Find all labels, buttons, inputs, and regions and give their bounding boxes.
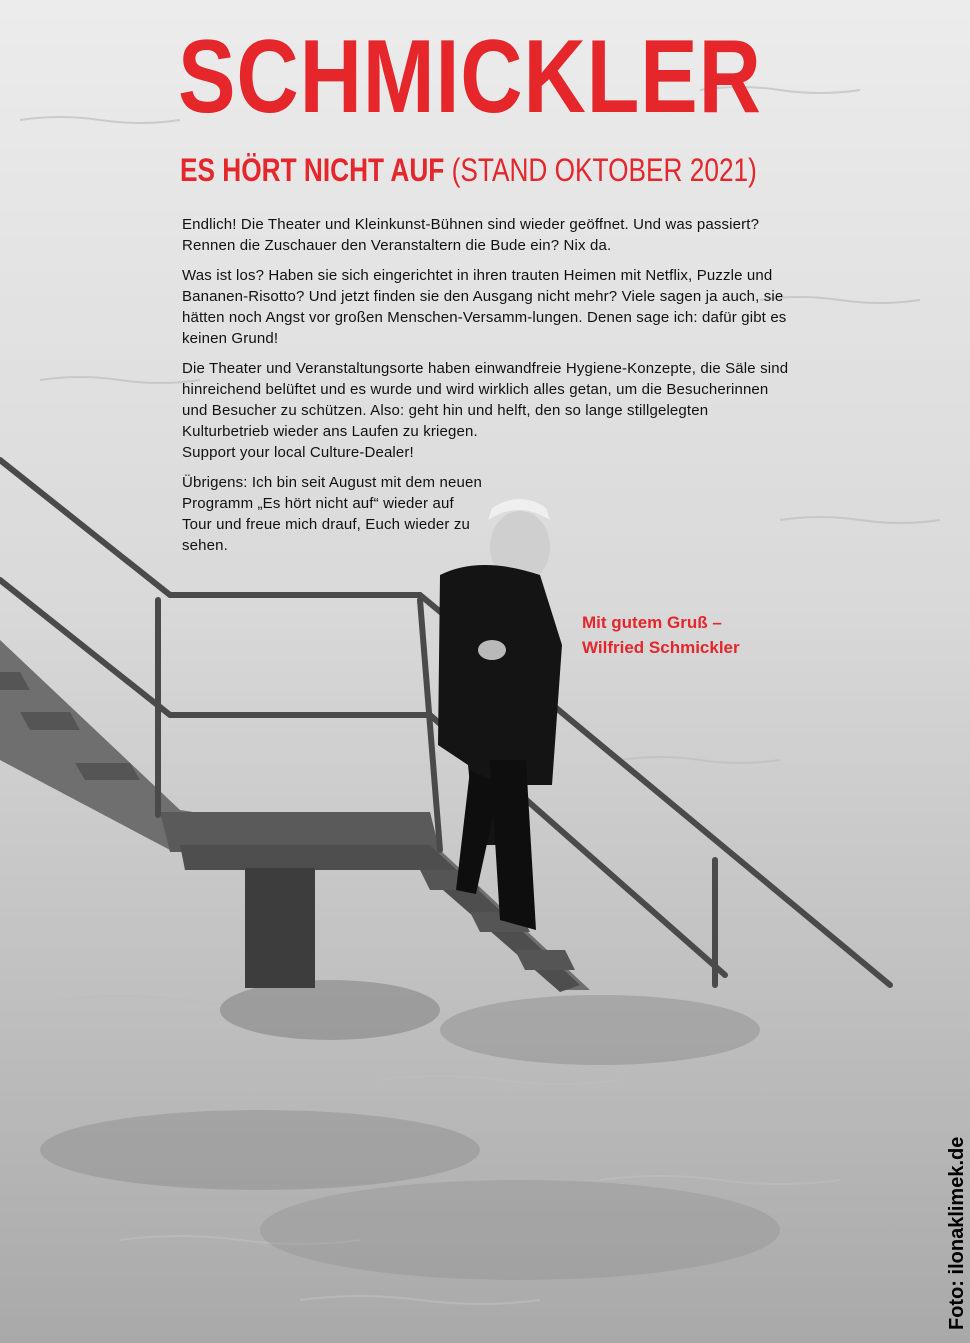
subtitle [180,150,757,190]
page-title: SCHMICKLER [178,19,762,135]
paragraph-3: Die Theater und Veranstaltungsorte haben einwandfreie Hygiene-Konzepte, die Säle sind hinreichend belüftet und es wurde und wird wirklich alles getan, um die Besucherinnen und Besucher zu schützen. Also: geht hin und helft, den so lange stillgelegten Kulturbetrieb wieder ans Laufen zu kriegen. [182,360,789,440]
signature [582,610,740,660]
photo-credit: Foto: ilonaklimek.de [946,1136,968,1330]
paragraph-1: Endlich! Die Theater und Kleinkunst-Bühnen sind wieder geöffnet. Und was passiert? Rennen die Zuschauer den Veranstaltern die Bude ein? Nix da. [182,216,760,254]
paragraph-2: Was ist los? Haben sie sich eingerichtet in ihren trauten Heimen mit Netflix, Puzzle und Bananen-Risotto? Und jetzt finden sie den Ausgang nicht mehr? Viele sagen ja auch, sie hätten noch Angst vor großen Menschen-Versamm-lungen. Denen sage ich: dafür gibt es keinen Grund! [182,267,787,347]
signature-line-2: Wilfried Schmickler [582,638,740,657]
subtitle-date: (STAND OKTOBER 2021) [451,152,757,188]
paragraph-4: Support your local Culture-Dealer! [182,444,414,461]
paragraph-5: Übrigens: Ich bin seit August mit dem neuen Programm „Es hört nicht auf“ wieder auf Tour und freue mich drauf, Euch wieder zu sehen. [182,474,482,554]
subtitle-main: ES HÖRT NICHT AUF [180,152,445,188]
signature-line-1: Mit gutem Gruß – [582,613,722,632]
letter-body [182,214,792,565]
